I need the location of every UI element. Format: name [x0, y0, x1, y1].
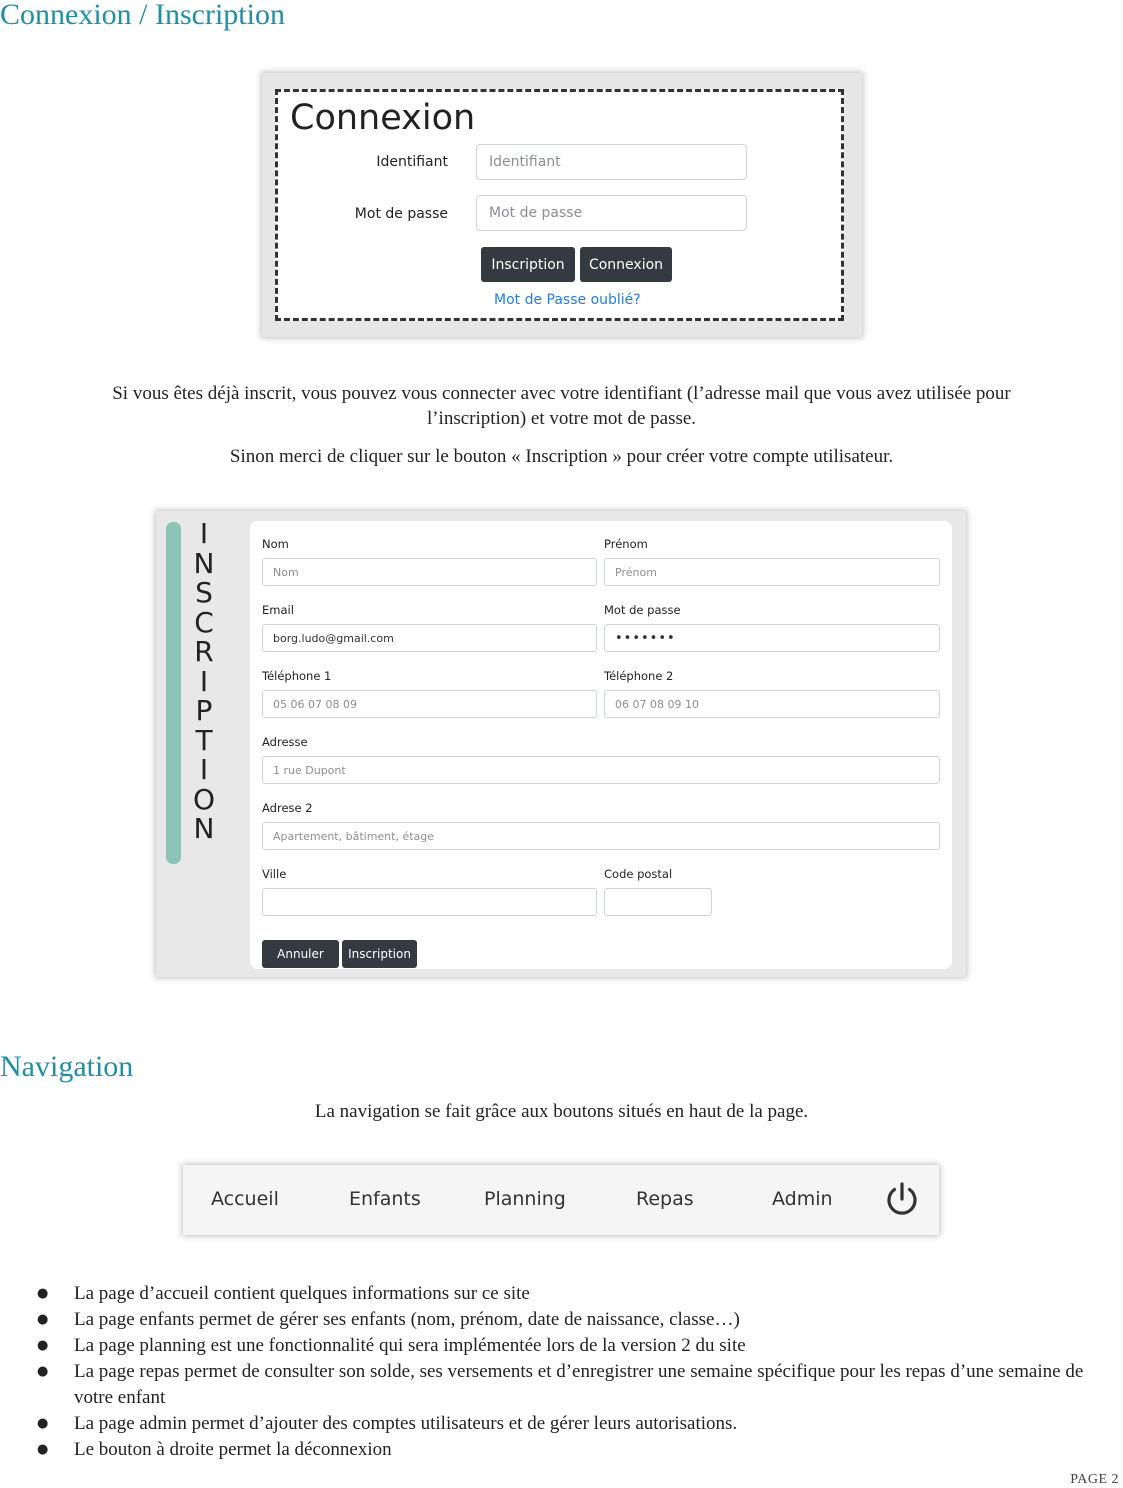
adresse2-input[interactable]	[262, 822, 940, 850]
section-title-navigation: Navigation	[0, 1050, 134, 1083]
email-input[interactable]	[262, 624, 597, 652]
list-item: ● La page admin permet d’ajouter des comptes utilisateurs et de gérer leurs autorisations.	[0, 1411, 1123, 1437]
adresse2-label: Adrese 2	[262, 801, 313, 815]
signup-paragraph: Sinon merci de cliquer sur le bouton « Inscription » pour créer votre compte utilisateur.	[229, 446, 894, 467]
adresse-label: Adresse	[262, 735, 308, 749]
inscription-vertical-title	[186, 519, 222, 844]
accent-bar	[166, 522, 181, 864]
nom-input[interactable]	[262, 558, 597, 586]
tel2-input[interactable]	[604, 690, 940, 718]
vertical-letter: T	[195, 723, 213, 757]
intro-paragraph-line1: Si vous êtes déjà inscrit, vous pouvez vous connecter avec votre identifiant (l’adresse mail que vous avez utilisée pour	[112, 383, 1011, 404]
identifiant-label: Identifiant	[376, 154, 448, 170]
prenom-label: Prénom	[604, 537, 648, 551]
login-screenshot	[262, 73, 862, 337]
inscription-button[interactable]: Inscription	[481, 247, 575, 282]
login-title: Connexion	[290, 98, 476, 138]
navigation-intro: La navigation se fait grâce aux boutons situés en haut de la page.	[314, 1101, 809, 1122]
page-number: PAGE 2	[1070, 1472, 1119, 1487]
vertical-letter: C	[194, 605, 214, 639]
bullet-icon: ●	[37, 1338, 49, 1353]
feature-list	[0, 1281, 1123, 1463]
nav-repas[interactable]: Repas	[636, 1188, 694, 1210]
login-form	[275, 89, 844, 321]
nav-accueil[interactable]: Accueil	[211, 1188, 279, 1210]
inscription-screenshot	[156, 511, 966, 977]
list-item: ● La page planning est une fonctionnalité qui sera implémentée lors de la version 2 du site	[0, 1333, 1123, 1359]
tel2-label: Téléphone 2	[604, 669, 674, 683]
identifiant-input[interactable]	[476, 144, 747, 180]
section-title-connexion: Connexion / Inscription	[0, 0, 285, 31]
forgot-password-link[interactable]: Mot de Passe oublié?	[494, 292, 641, 308]
navbar-screenshot	[183, 1165, 939, 1235]
ville-label: Ville	[262, 867, 287, 881]
code-postal-label: Code postal	[604, 867, 673, 881]
nav-admin[interactable]: Admin	[772, 1188, 833, 1210]
vertical-letter: N	[193, 812, 215, 845]
bullet-icon: ●	[37, 1364, 49, 1379]
connexion-button[interactable]: Connexion	[580, 247, 672, 282]
vertical-letter: O	[192, 782, 216, 816]
vertical-letter: I	[199, 664, 209, 698]
ville-input[interactable]	[262, 888, 597, 916]
bullet-icon: ●	[37, 1442, 49, 1457]
vertical-letter: S	[195, 576, 213, 609]
list-item: ● Le bouton à droite permet la déconnexion	[0, 1437, 1123, 1463]
prenom-input[interactable]	[604, 558, 940, 586]
vertical-letter: R	[194, 635, 214, 668]
vertical-letter: I	[199, 517, 209, 550]
tel1-input[interactable]	[262, 690, 597, 718]
password-input[interactable]	[476, 195, 747, 231]
nav-planning[interactable]: Planning	[484, 1188, 566, 1210]
nom-label: Nom	[262, 537, 289, 551]
nav-enfants[interactable]: Enfants	[349, 1188, 421, 1210]
signup-password-label: Mot de passe	[604, 603, 681, 617]
list-item: ● La page d’accueil contient quelques informations sur ce site	[0, 1281, 1123, 1307]
list-item: ● La page repas permet de consulter son solde, ses versements et d’enregistrer une semaine spécifique pour les repas d’une semaine de votre enfant	[37, 1361, 1084, 1408]
vertical-letter: I	[199, 753, 209, 786]
signup-password-input[interactable]	[604, 624, 940, 652]
signup-submit-button[interactable]: Inscription	[342, 940, 417, 968]
adresse-input[interactable]	[262, 756, 940, 784]
bullet-icon: ●	[37, 1312, 49, 1327]
annuler-button[interactable]: Annuler	[262, 940, 339, 968]
vertical-letter: P	[195, 694, 213, 727]
intro-paragraph-line2: l’inscription) et votre mot de passe.	[426, 408, 697, 429]
inscription-form	[250, 521, 952, 969]
password-label: Mot de passe	[354, 206, 448, 222]
list-item: ● La page enfants permet de gérer ses enfants (nom, prénom, date de naissance, classe…)	[0, 1307, 1123, 1333]
email-label: Email	[262, 603, 294, 617]
bullet-icon: ●	[37, 1286, 49, 1301]
vertical-letter: N	[193, 546, 215, 580]
code-postal-input[interactable]	[604, 888, 712, 916]
power-icon[interactable]	[883, 1180, 921, 1218]
tel1-label: Téléphone 1	[262, 669, 332, 683]
bullet-icon: ●	[37, 1416, 49, 1431]
